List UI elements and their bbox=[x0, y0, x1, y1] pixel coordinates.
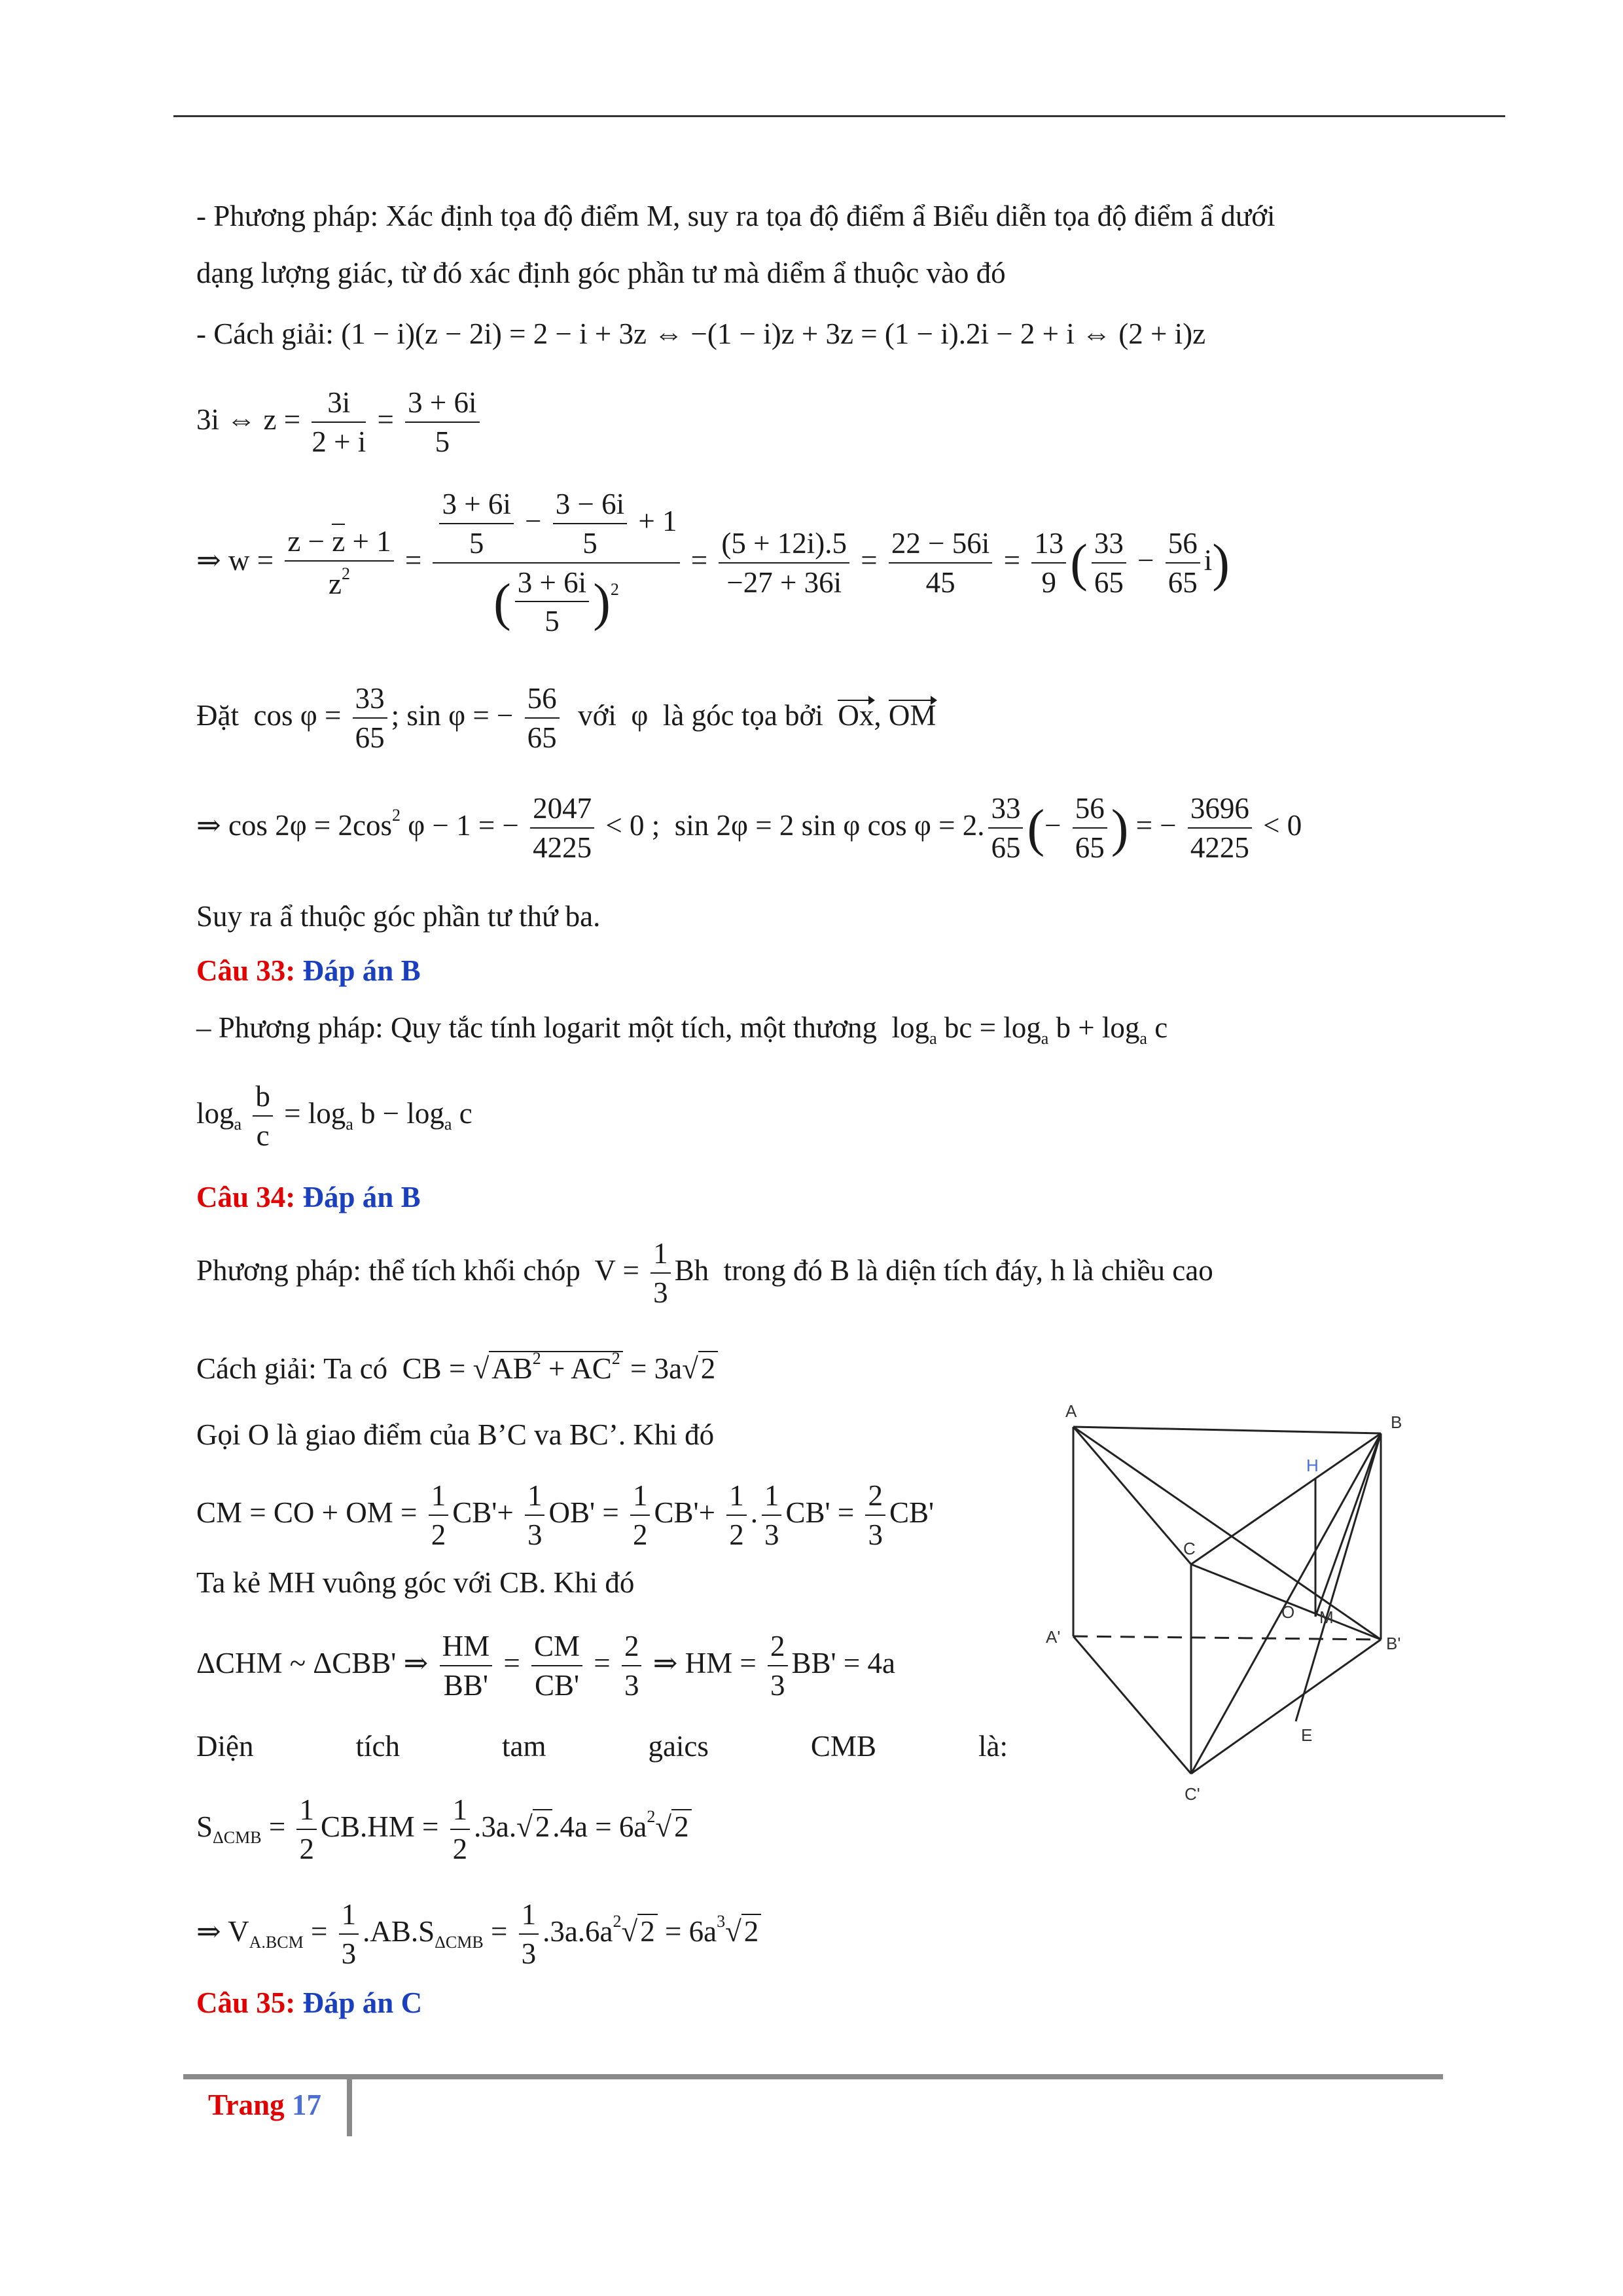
footer-label: Trang bbox=[208, 2089, 285, 2121]
page-number: 17 bbox=[291, 2089, 321, 2121]
method-34: Phương pháp: thể tích khối chóp V = $\frac{1}{3}$ Bh trong đó B là diện tích đáy, h là chiều cao bbox=[196, 1237, 1213, 1309]
question-34-heading: Câu 34: Đáp án B bbox=[196, 1181, 421, 1213]
solution-34-cb: Cách giải: Ta có CB = $√AB^2 + AC^2 = 3a√2$ bbox=[196, 1350, 718, 1384]
label-m: M bbox=[1319, 1607, 1334, 1627]
similar-triangles: ΔCHM ~ ΔCBB' ⇒ $\frac{HM}{BB'}$ = $\frac{CM}{CB'}$ = $\frac{2}{3}$ ⇒ HM = $\frac{2}{3}$ BB' = 4a bbox=[196, 1630, 896, 1702]
line-mb bbox=[1315, 1433, 1381, 1617]
area-equation: $S_{\Delta CMB}$ = $\frac{1}{2}$ CB.HM = $\frac{1}{2}$ $.3a.√2.4a = 6a^2√2$ bbox=[196, 1793, 692, 1867]
label-a1: A' bbox=[1046, 1627, 1061, 1647]
edge-a1b1-hidden bbox=[1073, 1636, 1381, 1640]
edge-cb bbox=[1191, 1433, 1381, 1564]
label-a: A bbox=[1065, 1401, 1077, 1421]
volume-equation: ⇒ $V_{A.BCM}$ = $\frac{1}{3}$ $.AB.S_{\Delta CMB}$ = $\frac{1}{3}$ $.3a.6a^2√2 = 6a^3√2$ bbox=[196, 1898, 761, 1971]
method-text-line-2: dạng lượng giác, từ đó xác định góc phần tư mà diểm ẩ thuộc vào đó bbox=[196, 257, 1006, 289]
label-e: E bbox=[1301, 1725, 1313, 1745]
method-text-line-1: - Phương pháp: Xác định tọa độ điểm M, suy ra tọa độ điểm ẩ Biểu diễn tọa độ điểm ẩ dưới bbox=[196, 200, 1275, 232]
set-cos-sin: Đặt cos φ = $\frac{33}{65}$ ; sin φ = − $\frac{56}{65}$ với φ là góc tọa bởi Ox, OM bbox=[196, 682, 936, 754]
prism-diagram bbox=[1027, 1381, 1440, 1813]
area-text-line: Diện tích tam gaics CMB là: bbox=[196, 1730, 1008, 1763]
edge-a1c1 bbox=[1073, 1636, 1191, 1774]
label-b1: B' bbox=[1386, 1634, 1401, 1653]
label-b: B bbox=[1391, 1412, 1402, 1432]
conclusion-text: Suy ra ẩ thuộc góc phần tư thứ ba. bbox=[196, 900, 601, 933]
footer-rule bbox=[183, 2074, 1443, 2079]
solution-equation-2: 3i ⇔ z = $\frac{3i}{2 + i}$ = $\frac{3 + 6i}{5}$ bbox=[196, 386, 484, 459]
line-ab1 bbox=[1073, 1427, 1381, 1640]
label-c1: C' bbox=[1185, 1784, 1200, 1804]
line-eb bbox=[1296, 1433, 1381, 1721]
mh-text: Ta kẻ MH vuông góc với CB. Khi đó bbox=[196, 1566, 635, 1599]
label-h: H bbox=[1306, 1456, 1319, 1475]
top-rule bbox=[173, 115, 1505, 117]
question-33-heading: Câu 33: Đáp án B bbox=[196, 954, 421, 987]
solution-equation-1: - Cách giải: (1 − i)(z − 2i) = 2 − i + 3z ⇔ −(1 − i)z + 3z = (1 − i).2i − 2 + i ⇔ (2 + i)z bbox=[196, 317, 1206, 350]
label-o: O bbox=[1281, 1602, 1295, 1622]
edge-c1b1 bbox=[1191, 1640, 1381, 1774]
edge-ab bbox=[1073, 1427, 1381, 1433]
log-quotient-rule: $\log_a$ $\frac{b}{c}$ = $\log_a b - \log_a c$ bbox=[196, 1080, 473, 1152]
question-35-heading: Câu 35: Đáp án C bbox=[196, 1986, 423, 2019]
w-equation: ⇒ w = $\frac{z - z + 1}{z^2}$ = $\frac{3 + 6i}{5}$ − $\frac{3 - 6i}{5}$ + 1 ( $\frac{3 + 6i}{5}$ )$^2$ = $\frac{(5 + 12i).5}{-27 + 36i}$ = $\frac{22 - 56i}{45}$ = $\frac{13}{9}$ ( $\frac{33}{65}$ − $\frac{56}{65}$ i) bbox=[196, 488, 1230, 638]
page-footer bbox=[208, 2088, 321, 2122]
point-o-text: Gọi O là giao điểm của B’C va BC’. Khi đó bbox=[196, 1418, 715, 1451]
label-c: C bbox=[1183, 1539, 1196, 1558]
double-angle-equation: ⇒ $\cos 2\varphi = 2\cos^2$ φ − 1 = − $\frac{2047}{4225}$ < 0 ; sin 2φ = 2 sin φ cos φ = 2. $\frac{33}{65}$ (− $\frac{56}{65}$ ) = − $\frac{3696}{4225}$ < 0 bbox=[196, 792, 1302, 864]
cm-equation: CM = CO + OM = $\frac{1}{2}$ CB'+ $\frac{1}{3}$ OB' = $\frac{1}{2}$ CB'+ $\frac{1}{2}$ . $\frac{1}{3}$ CB' = $\frac{2}{3}$ CB' bbox=[196, 1479, 935, 1551]
method-33: – Phương pháp: Quy tắc tính logarit một tích, một thương $\log_a$ bc = $\log_a b + \log_a c$ bbox=[196, 1011, 1168, 1048]
footer-divider bbox=[347, 2076, 352, 2136]
